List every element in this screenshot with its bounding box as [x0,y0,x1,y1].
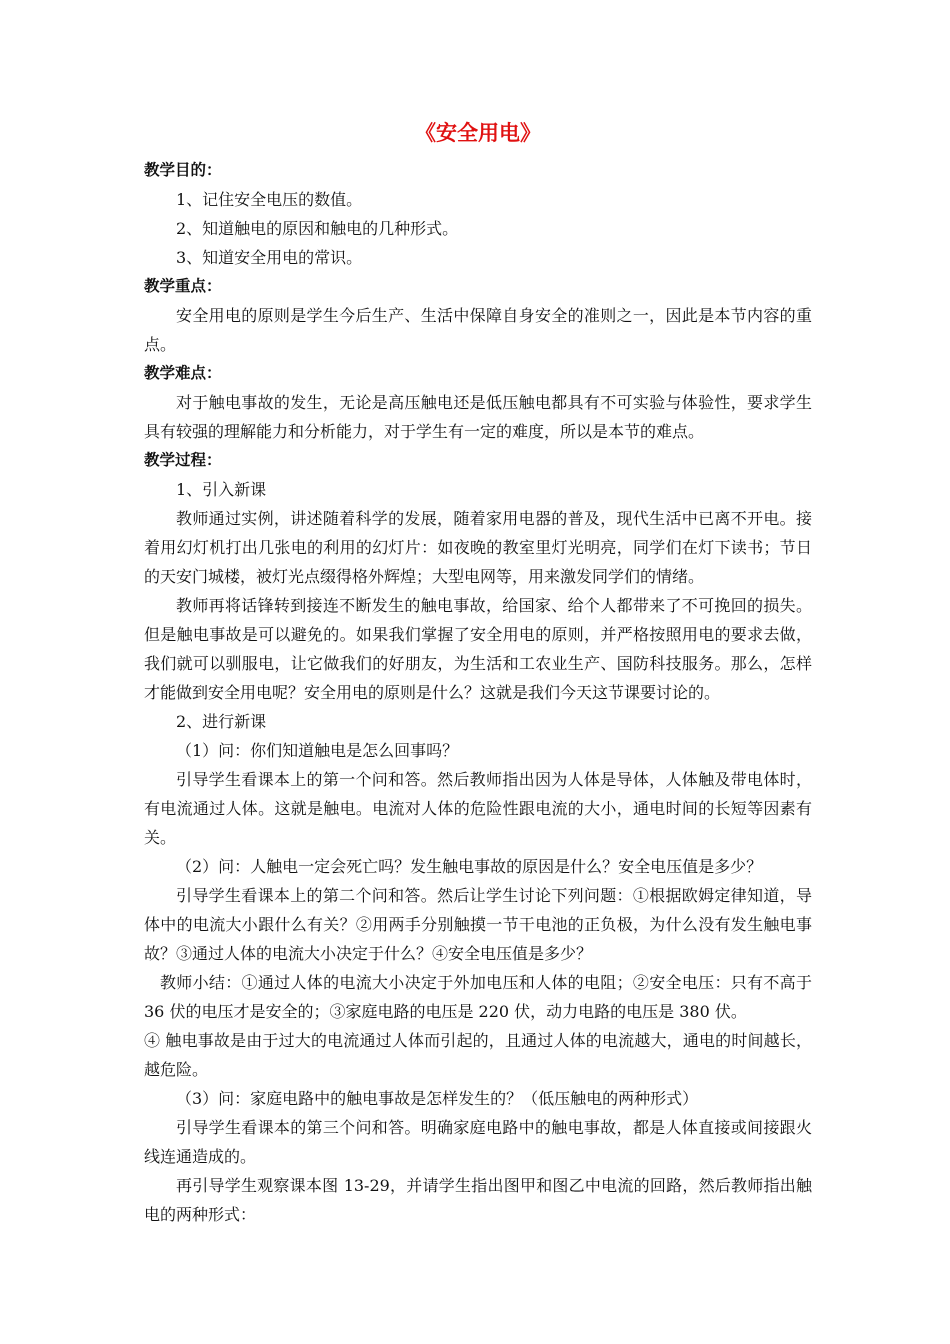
question-3-paragraph-2: 再引导学生观察课本图 13-29，并请学生指出图甲和图乙中电流的回路，然后教师指出触电的两种形式： [144,1176,812,1224]
step-1-paragraph-2: 教师再将话锋转到接连不断发生的触电事故，给国家、给个人都带来了不可挽回的损失。但是触电事故是可以避免的。如果我们掌握了安全用电的原则，并严格按照用电的要求去做，我们就可以驯服电，让它做我们的好朋友，为生活和工农业生产、国防科技服务。那么，怎样才能做到安全用电呢？安全用电的原则是什么？这就是我们今天这节课要讨论的。 [144,596,812,702]
goal-item: 2、知道触电的原因和触电的几种形式。 [176,219,459,238]
question-3: （3）问：家庭电路中的触电事故是怎样发生的？（低压触电的两种形式） [176,1089,699,1108]
question-1: （1）问：你们知道触电是怎么回事吗？ [176,741,459,760]
teacher-summary-continued: ④ 触电事故是由于过大的电流通过人体而引起的，且通过人体的电流越大，通电的时间越长，越危险。 [144,1031,812,1079]
key-paragraph: 安全用电的原则是学生今后生产、生活中保障自身安全的准则之一，因此是本节内容的重点。 [144,306,812,354]
question-2-paragraph: 引导学生看课本上的第二个问和答。然后让学生讨论下列问题：①根据欧姆定律知道，导体中的电流大小跟什么有关？②用两手分别触摸一节干电池的正负极，为什么没有发生触电事故？③通过人体的电流大小决定于什么？④安全电压值是多少？ [144,886,812,963]
document-page [144,118,812,1229]
question-2: （2）问：人触电一定会死亡吗？发生触电事故的原因是什么？安全电压值是多少？ [176,857,763,876]
goal-item: 3、知道安全用电的常识。 [176,248,363,267]
question-3-paragraph: 引导学生看课本的第三个问和答。明确家庭电路中的触电事故，都是人体直接或间接跟火线连通造成的。 [144,1118,812,1166]
question-1-paragraph: 引导学生看课本上的第一个问和答。然后教师指出因为人体是导体，人体触及带电体时，有电流通过人体。这就是触电。电流对人体的危险性跟电流的大小，通电时间的长短等因素有关。 [144,770,812,847]
goal-item: 1、记住安全电压的数值。 [176,190,363,209]
document-title: 《安全用电》 [415,121,541,145]
key-heading: 教学重点： [144,277,222,295]
step-2-label: 2、进行新课 [176,712,267,731]
goals-heading: 教学目的： [144,161,222,179]
teacher-summary: 教师小结：①通过人体的电流大小决定于外加电压和人体的电阻；②安全电压：只有不高于 36 伏的电压才是安全的；③家庭电路的电压是 220 伏，动力电路的电压是 380 伏。 [144,973,812,1021]
difficulty-heading: 教学难点： [144,364,222,382]
process-heading: 教学过程： [144,451,222,469]
difficulty-paragraph: 对于触电事故的发生，无论是高压触电还是低压触电都具有不可实验与体验性，要求学生具有较强的理解能力和分析能力，对于学生有一定的难度，所以是本节的难点。 [144,393,812,441]
step-1-label: 1、引入新课 [176,480,267,499]
step-1-paragraph-1: 教师通过实例，讲述随着科学的发展，随着家用电器的普及，现代生活中已离不开电。接着用幻灯机打出几张电的利用的幻灯片：如夜晚的教室里灯光明亮，同学们在灯下读书；节日的天安门城楼，被灯光点缀得格外辉煌；大型电网等，用来激发同学们的情绪。 [144,509,812,586]
